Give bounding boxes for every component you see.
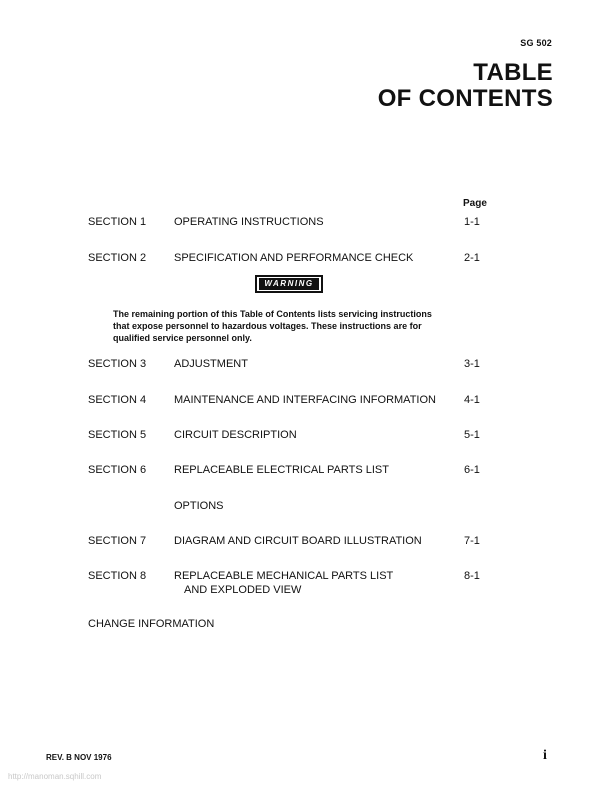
toc-row-section-4[interactable] [0, 393, 600, 407]
toc-row-section-8[interactable] [0, 569, 600, 597]
section-page: 1-1 [464, 216, 480, 228]
toc-row-section-3[interactable] [0, 357, 600, 371]
section-number: SECTION 6 [88, 464, 147, 476]
title-line-1: TABLE [473, 59, 553, 86]
section-title: OPERATING INSTRUCTIONS [174, 216, 324, 228]
section-page: 3-1 [464, 358, 480, 370]
watermark-url: http://manoman.sqhill.com [8, 772, 102, 781]
page-column-header: Page [463, 198, 487, 209]
section-title: ADJUSTMENT [174, 358, 248, 370]
warning-line-2: that expose personnel to hazardous voltages. These instructions are for [113, 321, 422, 331]
revision-date: REV. B NOV 1976 [46, 753, 112, 762]
section-subtitle: AND EXPLODED VIEW [184, 584, 302, 596]
section-title: CIRCUIT DESCRIPTION [174, 429, 297, 441]
toc-row-section-5[interactable] [0, 428, 600, 442]
section-title: OPTIONS [174, 500, 224, 512]
toc-row-change-information[interactable]: CHANGE INFORMATION [88, 618, 215, 630]
section-title: MAINTENANCE AND INTERFACING INFORMATION [174, 394, 436, 406]
toc-row-section-7[interactable] [0, 534, 600, 548]
warning-label: WARNING [259, 278, 318, 290]
warning-line-3: qualified service personnel only. [113, 333, 252, 343]
section-title: SPECIFICATION AND PERFORMANCE CHECK [174, 252, 414, 264]
section-page: 6-1 [464, 464, 480, 476]
section-title: REPLACEABLE ELECTRICAL PARTS LIST [174, 464, 389, 476]
section-page: 4-1 [464, 394, 480, 406]
toc-row-section-2[interactable] [0, 251, 600, 265]
title-line-2: OF CONTENTS [377, 85, 553, 112]
section-number: SECTION 3 [88, 358, 147, 370]
section-title: DIAGRAM AND CIRCUIT BOARD ILLUSTRATION [174, 535, 422, 547]
model-number: SG 502 [520, 38, 552, 48]
section-page: 2-1 [464, 252, 480, 264]
warning-badge [255, 275, 323, 293]
page-number: i [543, 748, 547, 763]
section-title: REPLACEABLE MECHANICAL PARTS LIST [174, 570, 394, 582]
toc-row-section-6[interactable] [0, 463, 600, 477]
section-number: SECTION 4 [88, 394, 147, 406]
warning-text [113, 308, 483, 344]
section-page: 7-1 [464, 535, 480, 547]
section-number: SECTION 7 [88, 535, 147, 547]
toc-row-section-1[interactable] [0, 215, 600, 229]
section-number: SECTION 8 [88, 570, 147, 582]
warning-line-1: The remaining portion of this Table of Contents lists servicing instructions [113, 309, 432, 319]
section-page: 5-1 [464, 429, 480, 441]
section-number: SECTION 2 [88, 252, 147, 264]
toc-row-options[interactable] [0, 499, 600, 513]
page-title [378, 60, 553, 112]
section-number: SECTION 5 [88, 429, 147, 441]
section-number: SECTION 1 [88, 216, 147, 228]
section-page: 8-1 [464, 570, 480, 582]
